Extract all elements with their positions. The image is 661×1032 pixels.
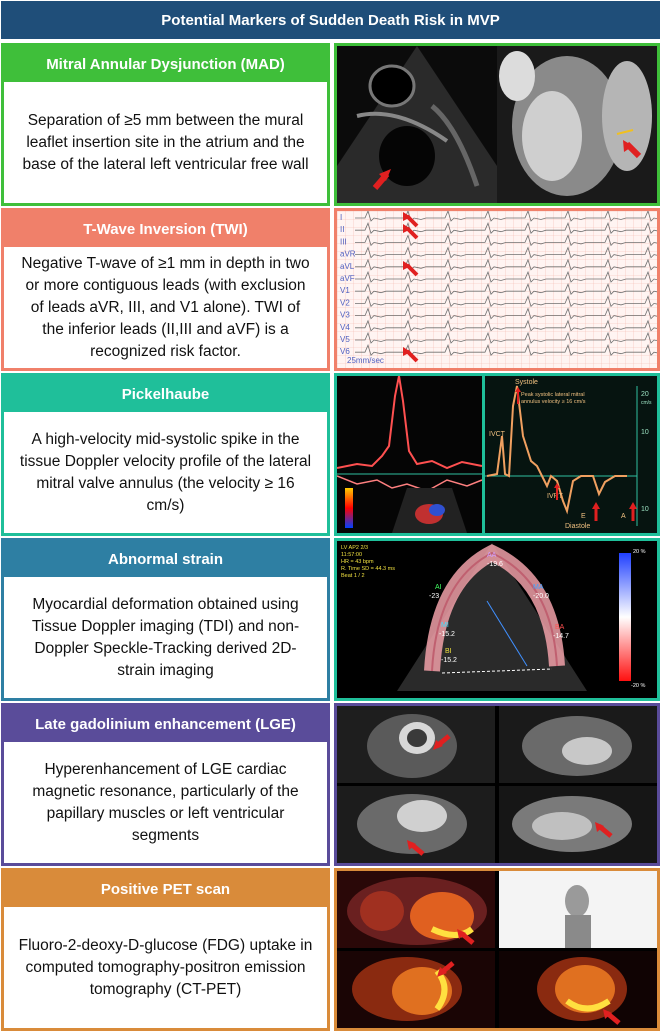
strain-info-3: R. Time SD = 44.3 ms bbox=[341, 566, 395, 572]
strain-text-panel bbox=[1, 538, 330, 701]
doppler-a: A bbox=[621, 513, 626, 520]
ecg-lead-label: I bbox=[340, 213, 343, 222]
ecg-speed: 25mm/sec bbox=[347, 356, 384, 365]
strain-title: Abnormal strain bbox=[4, 541, 327, 577]
strain-seg-aa-value: -19.6 bbox=[487, 561, 503, 568]
ecg-lead-label: V5 bbox=[340, 335, 350, 344]
page-title: Potential Markers of Sudden Death Risk in MVP bbox=[1, 1, 660, 39]
strain-info-0: LV AP2 2/3 bbox=[341, 545, 369, 551]
section-twi bbox=[1, 208, 660, 371]
strain-info-2: HR = 43 bpm bbox=[341, 559, 374, 565]
doppler-ivct: IVCT bbox=[489, 431, 505, 438]
pet-text-panel bbox=[1, 868, 330, 1031]
strain-description: Myocardial deformation obtained using Tissue Doppler imaging (TDI) and non-Doppler Speckle-Tracking derived 2D-strain imaging bbox=[31, 595, 300, 679]
twi-title: T-Wave Inversion (TWI) bbox=[4, 211, 327, 247]
lge-images bbox=[337, 706, 657, 863]
lge-title: Late gadolinium enhancement (LGE) bbox=[4, 706, 327, 742]
mad-description: Separation of ≥5 mm between the mural leaflet insertion site in the atrium and the base of the lateral left ventricular free wall bbox=[22, 111, 309, 173]
ecg-lead-label: V4 bbox=[340, 322, 350, 332]
twi-text-panel bbox=[1, 208, 330, 371]
mad-text-panel bbox=[1, 43, 330, 206]
doppler-ivrt: IVRT bbox=[547, 493, 563, 500]
doppler-systole: Systole bbox=[515, 379, 538, 386]
strain-seg-mi-value: -15.2 bbox=[439, 631, 455, 638]
strain-image bbox=[337, 541, 657, 698]
twi-image-panel bbox=[334, 208, 660, 371]
section-pickelhaube bbox=[1, 373, 660, 536]
doppler-peak-note-2: annulus velocity ≥ 16 cm/s bbox=[521, 399, 586, 405]
section-lge bbox=[1, 703, 660, 866]
pet-title: Positive PET scan bbox=[4, 871, 327, 907]
ecg-lead-label: V3 bbox=[340, 310, 350, 320]
section-strain bbox=[1, 538, 660, 701]
doppler-scale-mid: 10 bbox=[641, 429, 649, 436]
strain-color-scale bbox=[619, 553, 631, 681]
ecg-lead-label: V1 bbox=[340, 286, 350, 296]
strain-image-panel bbox=[334, 538, 660, 701]
strain-seg-ba-value: -14.7 bbox=[553, 633, 569, 640]
ecg-lead-label: aVR bbox=[340, 249, 356, 259]
doppler-scale-low: 10 bbox=[641, 506, 649, 513]
lge-image-panel bbox=[334, 703, 660, 866]
doppler-diastole: Diastole bbox=[565, 523, 591, 530]
section-pet bbox=[1, 868, 660, 1031]
ecg-lead-label: III bbox=[340, 237, 347, 247]
strain-seg-mi-code: MI bbox=[441, 622, 449, 629]
mad-image-panel bbox=[334, 43, 660, 206]
pickelhaube-title: Pickelhaube bbox=[4, 376, 327, 412]
ecg-lead-label: V2 bbox=[340, 298, 350, 308]
strain-seg-ai-code: AI bbox=[435, 584, 442, 591]
strain-info-1: 11:57:00 bbox=[341, 552, 363, 558]
doppler-images bbox=[337, 376, 657, 533]
strain-scale-bottom: -20 % bbox=[631, 683, 646, 689]
strain-scale-top: 20 % bbox=[633, 549, 646, 555]
doppler-e: E bbox=[581, 513, 586, 520]
ecg-strip bbox=[337, 211, 657, 368]
mad-images bbox=[337, 46, 657, 203]
ecg-lead-label: aVL bbox=[340, 261, 355, 271]
strain-seg-ma-value: -20.0 bbox=[533, 593, 549, 600]
ecg-lead-label: aVF bbox=[340, 274, 355, 283]
doppler-scale-top: 20 bbox=[641, 391, 649, 398]
doppler-peak-note-1: Peak systolic lateral mitral bbox=[521, 392, 585, 398]
strain-seg-bi-value: -15.2 bbox=[441, 657, 457, 664]
strain-seg-ai-value: -23 bbox=[429, 593, 440, 600]
strain-seg-ba-code: BA bbox=[555, 624, 565, 631]
strain-seg-aa-code: AA bbox=[487, 552, 497, 559]
section-mad bbox=[1, 43, 660, 206]
ecg-lead-label: V6 bbox=[340, 347, 350, 357]
pet-image-panel bbox=[334, 868, 660, 1031]
pickelhaube-description: A high-velocity mid-systolic spike in the tissue Doppler velocity profile of the lateral mitral valve annulus (the velocity ≥ 16 cm/s) bbox=[19, 430, 312, 514]
pickelhaube-image-panel bbox=[334, 373, 660, 536]
lge-text-panel bbox=[1, 703, 330, 866]
lge-description: Hyperenhancement of LGE cardiac magnetic resonance, particularly of the papillary muscles or left ventricular segments bbox=[32, 760, 299, 844]
ecg-lead-label: II bbox=[340, 225, 345, 235]
pickelhaube-text-panel bbox=[1, 373, 330, 536]
doppler-unit: cm/s bbox=[641, 400, 652, 406]
strain-seg-bi-code: BI bbox=[445, 648, 452, 655]
strain-info-4: Beat 1 / 2 bbox=[341, 573, 365, 579]
strain-seg-ma-code: MA bbox=[533, 584, 544, 591]
twi-description: Negative T-wave of ≥1 mm in depth in two or more contiguous leads (with exclusion of leads aVR, III, and V1 alone). TWI of the inferior leads (II,III and aVF) is a recognized risk factor. bbox=[21, 254, 310, 360]
pet-images bbox=[337, 871, 657, 1028]
mad-title: Mitral Annular Dysjunction (MAD) bbox=[4, 46, 327, 82]
pet-description: Fluoro-2-deoxy-D-glucose (FDG) uptake in computed tomography-positron emission tomography (CT-PET) bbox=[18, 936, 313, 998]
